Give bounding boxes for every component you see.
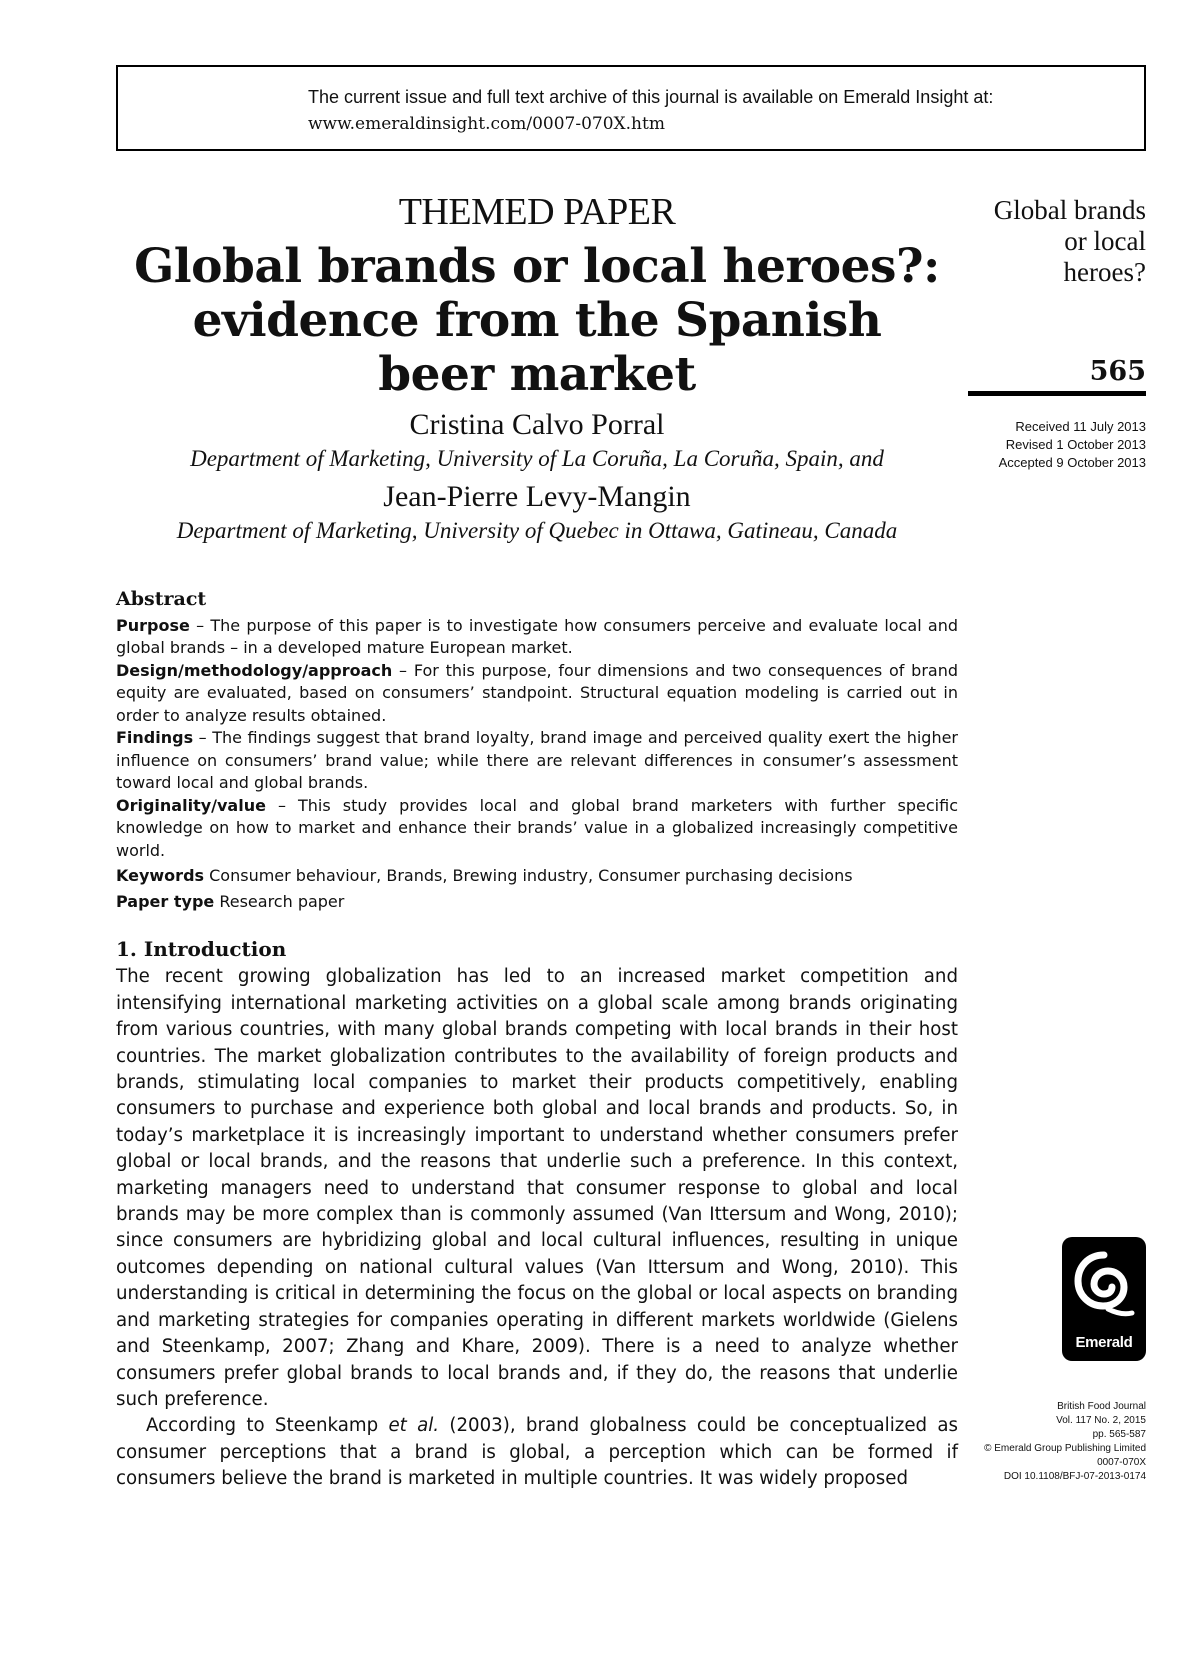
body-paragraph: The recent growing globalization has led to an increased market competition and intensifying international marketing activities on a global scale among brands originating from various countries, with many global brands competing with local brands in their host countries. The market globalization contributes to the availability of foreign products and brands, stimulating local companies to market their products competitively, enabling consumers to purchase and experience both global and local brands and products. So, in today’s marketplace it is increasingly important to understand whether consumers prefer global or local brands, and the reasons that underlie such a preference. In this context, marketing managers need to understand that consumer response to global and local brands may be more complex than is commonly assumed (Van Ittersum and Wong, 2010); since consumers are hybridizing global and local cultural influences, resulting in unique outcomes depending on national cultural values (Van Ittersum and Wong, 2010). This understanding is critical in determining the focus on the global or local aspects on branding and marketing strategies for companies operating in different markets worldwide (Gielens and Steenkamp, 2007; Zhang and Khare, 2009). There is a need to analyze whether consumers prefer global brands to local brands and, if they do, the reasons that underlie such preference. [116, 966, 958, 1410]
abstract-item [116, 660, 958, 728]
keywords [116, 865, 958, 888]
abstract-item [116, 727, 958, 795]
abstract-label: Findings [116, 728, 194, 747]
paper-type-text: Research paper [214, 891, 345, 911]
introduction-section [116, 936, 958, 1493]
author-affiliation: Department of Marketing, University of La Coruña, La Coruña, Spain, and [190, 446, 884, 471]
abstract-text: – The findings suggest that brand loyalty, brand image and perceived quality exert the higher influence on consumers’ brand value; while there are relevant differences in consumer’s assessment toward local and global brands. [116, 728, 958, 792]
issn: 0007-070X [1097, 1457, 1146, 1468]
author-affiliation: Department of Marketing, University of Quebec in Ottawa, Gatineau, Canada [176, 518, 898, 543]
archive-notice-text: The current issue and full text archive of this journal is available on Emerald Insight at: [308, 87, 994, 107]
title-line: evidence from the Spanish [192, 293, 882, 348]
text-run-italic: et al. [388, 1415, 440, 1437]
abstract-label: Originality/value [116, 795, 266, 815]
paper-type [116, 891, 958, 914]
logo-wordmark: Emerald [1075, 1334, 1133, 1351]
running-title-line: heroes? [1063, 257, 1146, 287]
running-title-line: or local [1064, 226, 1146, 256]
abstract-label: Design/methodology/approach [116, 660, 393, 680]
section-label: THEMED PAPER [398, 191, 676, 233]
running-title [968, 195, 1146, 288]
paper-type-label: Paper type [116, 891, 215, 911]
abstract-text: – For this purpose, four dimensions and two consequences of brand equity are evaluated, based on consumers’ standpoint. Structural equation modeling is carried out in order to analyze results obtained. [116, 660, 958, 725]
text-run: (2003), brand globalness could be conceptualized as consumer perceptions that a brand is global, a perception which can be formed if consumers believe the brand is marketed in multiple countries. It was widely proposed [116, 1415, 958, 1490]
abstract-text: – The purpose of this paper is to investigate how consumers perceive and evaluate local and global brands – in a developed mature European market. [116, 615, 958, 657]
section-heading: 1. Introduction [116, 937, 287, 961]
title-line: Global brands or local heroes?: [134, 239, 940, 294]
doi: DOI 10.1108/BFJ-07-2013-0174 [1003, 1471, 1146, 1482]
text-run: According to Steenkamp [146, 1415, 389, 1437]
keywords-text: Consumer behaviour, Brands, Brewing industry, Consumer purchasing decisions [204, 866, 853, 885]
margin-rule [968, 391, 1146, 396]
abstract-text: – This study provides local and global brand marketers with further specific knowledge on how to market and enhance their brands’ value in a globalized increasingly competitive world. [116, 795, 958, 860]
abstract [116, 588, 958, 913]
copyright: © Emerald Group Publishing Limited [984, 1443, 1146, 1454]
paper-title [116, 240, 958, 402]
date-revised: Revised 1 October 2013 [1005, 437, 1146, 452]
abstract-item [116, 615, 958, 660]
submission-dates [968, 418, 1146, 472]
running-title-line: Global brands [993, 195, 1146, 225]
emerald-logo [1062, 1237, 1146, 1361]
date-accepted: Accepted 9 October 2013 [998, 455, 1146, 470]
abstract-heading: Abstract [116, 588, 207, 610]
paper-header [116, 190, 958, 546]
emerald-swirl-icon [1072, 1249, 1136, 1321]
date-received: Received 11 July 2013 [1015, 419, 1146, 434]
title-line: beer market [378, 347, 696, 402]
archive-notice-box [116, 65, 1146, 151]
volume-issue: Vol. 117 No. 2, 2015 [1056, 1415, 1146, 1426]
keywords-label: Keywords [116, 866, 205, 885]
publication-info [968, 1400, 1146, 1484]
abstract-item [116, 795, 958, 863]
journal-name: British Food Journal [1057, 1401, 1146, 1412]
page-range: pp. 565-587 [1092, 1429, 1146, 1440]
body-paragraph [116, 1413, 958, 1492]
page-number: 565 [1089, 356, 1146, 387]
author-name: Cristina Calvo Porral [409, 408, 665, 441]
author-name: Jean-Pierre Levy-Mangin [383, 480, 691, 513]
archive-url-link[interactable]: www.emeraldinsight.com/0007-070X.htm [308, 114, 665, 134]
abstract-label: Purpose [116, 615, 190, 635]
